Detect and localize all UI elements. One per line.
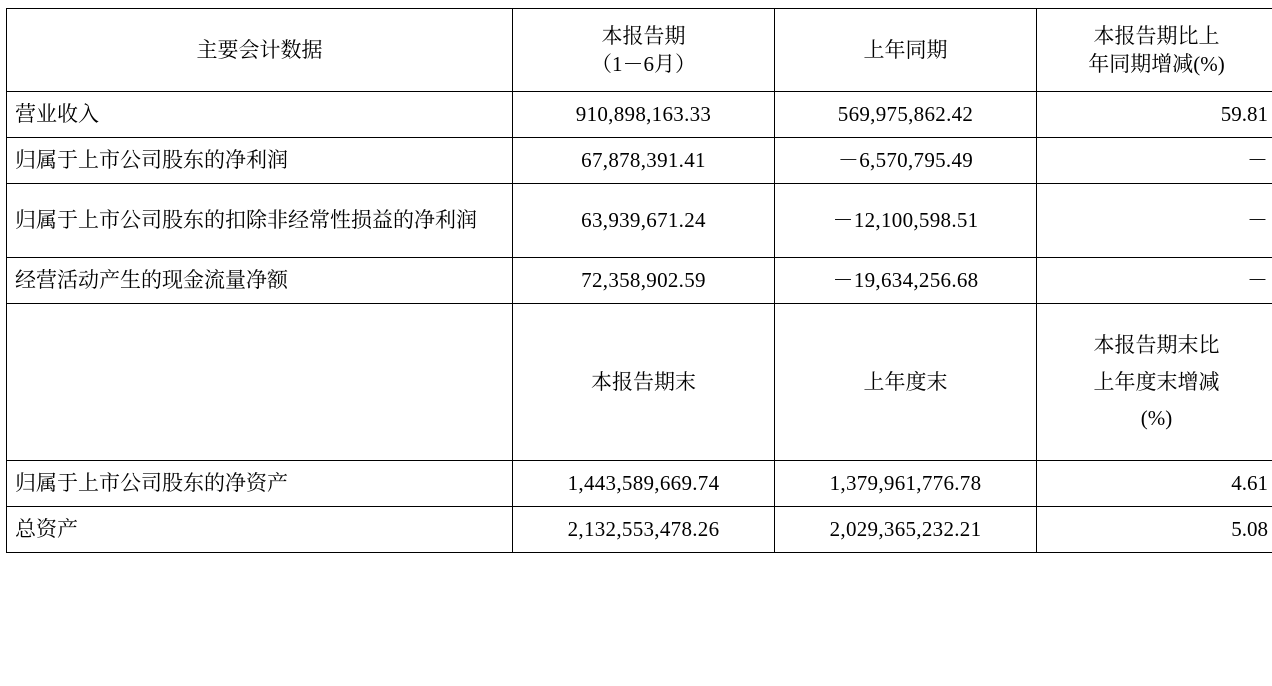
subheader-cell-prior-year-end: 上年度末 [775,304,1037,461]
table-row [7,258,1272,304]
header-cell-metric: 主要会计数据 [7,9,513,92]
table-subheader-row [7,304,1272,461]
header-cell-change [1037,9,1272,92]
row-change-value: － [1037,184,1272,258]
financial-summary-table [6,8,1272,553]
row-previous-value: 2,029,365,232.21 [775,507,1037,553]
row-previous-value: －12,100,598.51 [775,184,1037,258]
table-row [7,184,1272,258]
row-change-value: － [1037,138,1272,184]
subheader-cell-change [1037,304,1272,461]
row-change-value: 59.81 [1037,92,1272,138]
row-label: 总资产 [7,507,513,553]
row-current-value: 2,132,553,478.26 [513,507,775,553]
row-previous-value: 1,379,961,776.78 [775,461,1037,507]
table-row [7,138,1272,184]
table-row [7,92,1272,138]
row-current-value: 67,878,391.41 [513,138,775,184]
header-current-period-line2: （1－6月） [521,50,766,78]
row-current-value: 1,443,589,669.74 [513,461,775,507]
row-label: 归属于上市公司股东的扣除非经常性损益的净利润 [7,184,513,258]
row-change-value: 4.61 [1037,461,1272,507]
row-previous-value: －19,634,256.68 [775,258,1037,304]
row-previous-value: 569,975,862.42 [775,92,1037,138]
header-cell-current-period [513,9,775,92]
row-label: 归属于上市公司股东的净资产 [7,461,513,507]
header-cell-prior-period: 上年同期 [775,9,1037,92]
table-header-row [7,9,1272,92]
row-change-value: 5.08 [1037,507,1272,553]
header-current-period-line1: 本报告期 [521,22,766,50]
row-current-value: 910,898,163.33 [513,92,775,138]
subheader-change-line1: 本报告期末比 [1045,327,1268,364]
row-label: 经营活动产生的现金流量净额 [7,258,513,304]
document-page [0,8,1272,686]
row-current-value: 72,358,902.59 [513,258,775,304]
row-previous-value: －6,570,795.49 [775,138,1037,184]
subheader-change-line2: 上年度末增减 [1045,364,1268,401]
subheader-change-line3: (%) [1045,400,1268,437]
table-row [7,507,1272,553]
row-label: 归属于上市公司股东的净利润 [7,138,513,184]
table-row [7,461,1272,507]
row-change-value: － [1037,258,1272,304]
subheader-cell-period-end: 本报告期末 [513,304,775,461]
row-current-value: 63,939,671.24 [513,184,775,258]
header-change-line2: 年同期增减(%) [1045,50,1268,78]
header-change-line1: 本报告期比上 [1045,22,1268,50]
subheader-cell-blank [7,304,513,461]
row-label: 营业收入 [7,92,513,138]
